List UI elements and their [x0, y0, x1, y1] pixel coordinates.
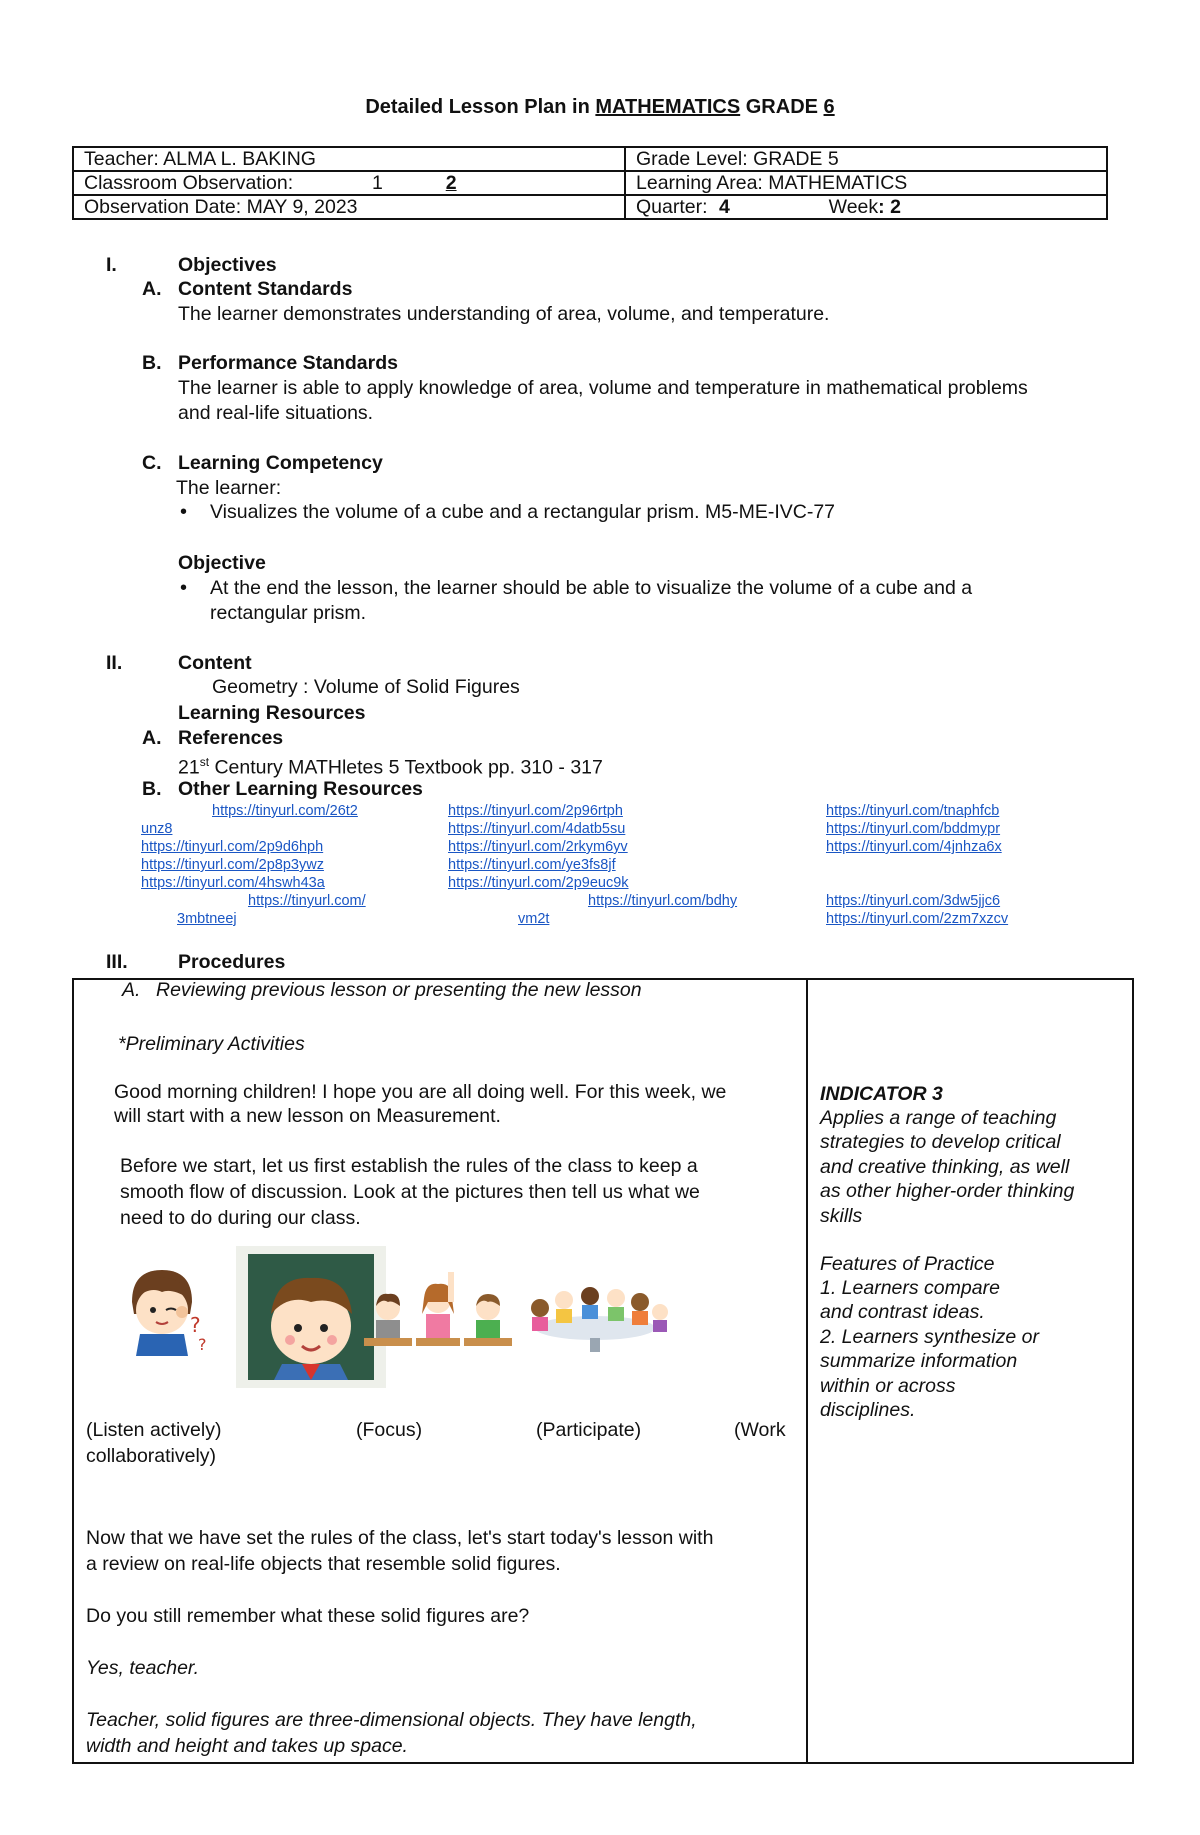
resource-link[interactable]: https://tinyurl.com/2p9euc9k [448, 875, 629, 891]
proc-a-title: Reviewing previous lesson or presenting the new lesson [156, 979, 642, 1001]
quarter-value: 4 [718, 196, 730, 218]
features-line: and contrast ideas. [820, 1301, 985, 1323]
performance-standards-line1: The learner is able to apply knowledge of area, volume and temperature in mathematical problems [178, 377, 1028, 399]
ref-book: Century MATHletes 5 Textbook pp. 310 - 317 [209, 756, 603, 779]
observation-date-cell: Observation Date: MAY 9, 2023 [73, 195, 625, 219]
objective-bullet-line1: • At the end the lesson, the learner should be able to visualize the volume of a cube and a [210, 576, 972, 601]
indicator-line: Applies a range of teaching [820, 1107, 1057, 1129]
resource-link[interactable]: https://tinyurl.com/26t2 [212, 803, 358, 819]
title-prefix: Detailed Lesson Plan in [365, 96, 596, 118]
section-i-number: I. [106, 254, 117, 276]
svg-text:?: ? [198, 1335, 207, 1354]
section-a-title: Content Standards [178, 278, 353, 300]
resource-link[interactable]: https://tinyurl.com/tnaphfcb [826, 803, 1000, 819]
procedures-table [72, 978, 1134, 1764]
learning-area-cell: Learning Area: MATHEMATICS [625, 171, 1107, 195]
section-a-number: A. [142, 278, 162, 300]
teacher-cell: Teacher: ALMA L. BAKING [73, 147, 625, 171]
objective-bullet-line2: rectangular prism. [210, 602, 367, 624]
participating-children-illustration [364, 1268, 514, 1360]
title-subject: MATHEMATICS [595, 96, 741, 118]
section-iii-number: III. [106, 951, 128, 973]
column-divider [806, 980, 808, 1762]
section-b-number: B. [142, 352, 162, 374]
caption-participate: (Participate) [536, 1419, 642, 1441]
resource-link[interactable]: https://tinyurl.com/2rkym6yv [448, 839, 628, 855]
resource-link[interactable]: https://tinyurl.com/ye3fs8jf [448, 857, 616, 873]
title-grade: 6 [823, 96, 835, 118]
indicator-line: and creative thinking, as well [820, 1156, 1070, 1178]
review-question: Do you still remember what these solid figures are? [86, 1605, 530, 1627]
resource-link[interactable]: 3mbtneej [177, 911, 237, 927]
student-answer-2-line1: Teacher, solid figures are three-dimensional objects. They have length, [86, 1709, 697, 1731]
observation-cell [73, 171, 625, 195]
resource-link[interactable]: vm2t [518, 911, 550, 927]
resource-link[interactable]: https://tinyurl.com/2p96rtph [448, 803, 623, 819]
quarter-label: Quarter: [636, 196, 708, 218]
review-line2: a review on real-life objects that resemble solid figures. [86, 1553, 561, 1575]
caption-listen: (Listen actively) [86, 1419, 222, 1441]
indicator-title: INDICATOR 3 [820, 1083, 943, 1105]
features-line: within or across [820, 1375, 956, 1397]
observation-2: 2 [445, 172, 457, 194]
review-line1: Now that we have set the rules of the class, let's start today's lesson with [86, 1527, 714, 1549]
resource-link[interactable]: https://tinyurl.com/2zm7xzcv [826, 911, 1009, 927]
section-iii-title: Procedures [178, 951, 286, 973]
caption-focus: (Focus) [356, 1419, 423, 1441]
caption-work-continued: collaboratively) [86, 1445, 217, 1467]
resource-link[interactable]: https://tinyurl.com/bdhy [588, 893, 738, 909]
info-table [72, 146, 1108, 220]
rules-line2: smooth flow of discussion. Look at the pictures then tell us what we [120, 1181, 700, 1203]
greeting-line1: Good morning children! I hope you are all doing well. For this week, we [114, 1081, 727, 1103]
competency-bullet: • Visualizes the volume of a cube and a rectangular prism. M5-ME-IVC-77 [210, 500, 835, 525]
section-i-title: Objectives [178, 254, 277, 276]
objective-title: Objective [178, 552, 266, 574]
indicator-line: skills [820, 1205, 863, 1227]
indicator-line: strategies to develop critical [820, 1131, 1061, 1153]
content-standards-text: The learner demonstrates understanding of area, volume, and temperature. [178, 303, 830, 325]
observation-1: 1 [372, 172, 383, 194]
quarter-cell [625, 195, 1107, 219]
ref-number: 21 [178, 756, 200, 779]
resource-link[interactable]: https://tinyurl.com/3dw5jjc6 [826, 893, 1001, 909]
page-title [0, 96, 1200, 119]
rules-line3: need to do during our class. [120, 1207, 361, 1229]
week-label: Week [828, 196, 879, 218]
resource-link[interactable]: https://tinyurl.com/4datb5su [448, 821, 626, 837]
proc-a-label: A. [122, 979, 141, 1001]
svg-text:?: ? [190, 1313, 201, 1337]
greeting-line2: will start with a new lesson on Measurement. [114, 1105, 501, 1127]
features-title: Features of Practice [820, 1253, 995, 1275]
resource-link[interactable]: https://tinyurl.com/2p8p3ywz [141, 857, 324, 873]
indicator-line: as other higher-order thinking [820, 1180, 1075, 1202]
other-resources-number: B. [142, 778, 162, 800]
section-c-title: Learning Competency [178, 452, 383, 474]
collaborating-children-illustration [520, 1284, 670, 1352]
references-title: References [178, 727, 284, 749]
performance-standards-line2: and real-life situations. [178, 402, 374, 424]
grade-level-cell: Grade Level: GRADE 5 [625, 147, 1107, 171]
student-answer-1: Yes, teacher. [86, 1657, 200, 1679]
competency-intro: The learner: [176, 477, 282, 499]
resource-link[interactable]: https://tinyurl.com/bddmypr [826, 821, 1001, 837]
section-c-number: C. [142, 452, 162, 474]
title-grade-prefix: GRADE [740, 96, 824, 118]
caption-work: (Work [734, 1419, 786, 1441]
references-number: A. [142, 727, 162, 749]
listening-child-illustration [122, 1262, 212, 1356]
resource-link[interactable]: unz8 [141, 821, 173, 837]
features-line: disciplines. [820, 1399, 916, 1421]
features-line: summarize information [820, 1350, 1018, 1372]
resource-link[interactable]: https://tinyurl.com/4jnhza6x [826, 839, 1002, 855]
learning-resources-title: Learning Resources [178, 702, 366, 724]
resource-link[interactable]: https://tinyurl.com/4hswh43a [141, 875, 325, 891]
section-b-title: Performance Standards [178, 352, 398, 374]
resource-link[interactable]: https://tinyurl.com/2p9d6hph [141, 839, 324, 855]
other-resources-title: Other Learning Resources [178, 778, 423, 800]
student-answer-2-line2: width and height and takes up space. [86, 1735, 408, 1757]
week-value: : 2 [878, 196, 901, 218]
content-topic: Geometry : Volume of Solid Figures [212, 676, 520, 698]
references-text [178, 750, 603, 781]
rules-line1: Before we start, let us first establish the rules of the class to keep a [120, 1155, 698, 1177]
section-ii-title: Content [178, 652, 252, 674]
observation-label: Classroom Observation: [84, 172, 294, 194]
features-line: 2. Learners synthesize or [820, 1326, 1039, 1348]
resource-link[interactable]: https://tinyurl.com/ [248, 893, 366, 909]
features-line: 1. Learners compare [820, 1277, 1000, 1299]
ref-superscript: st [199, 755, 210, 769]
preliminary-activities: *Preliminary Activities [118, 1033, 305, 1055]
section-ii-number: II. [106, 652, 123, 674]
